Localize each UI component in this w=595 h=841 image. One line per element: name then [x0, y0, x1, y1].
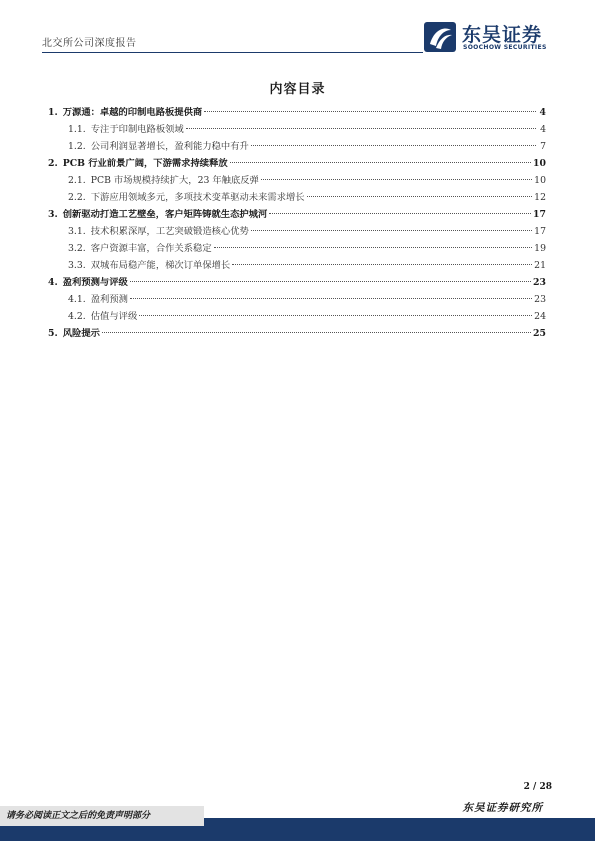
toc-entry-title: 公司利润显著增长，盈利能力稳中有升 [90, 141, 249, 152]
toc-entry-page: 19 [534, 243, 546, 254]
toc-entry[interactable] [48, 257, 546, 274]
toc-leader-dots [186, 128, 536, 129]
toc-entry-page: 25 [533, 328, 546, 339]
toc-entry-number: 2.2. [68, 192, 86, 203]
toc-entry-number: 1.1. [68, 124, 86, 135]
brand-logo [424, 18, 554, 58]
toc-leader-dots [139, 315, 532, 316]
toc-entry-page: 17 [534, 226, 546, 237]
toc-entry-page: 24 [534, 311, 546, 322]
toc-entry-title: 创新驱动打造工艺壁垒，客户矩阵铸就生态护城河 [62, 209, 268, 220]
toc-entry-title: 盈利预测 [90, 294, 128, 305]
toc-entry-number: 2. [48, 158, 58, 169]
toc-entry-number: 3.3. [68, 260, 86, 271]
toc-entry[interactable] [48, 121, 546, 138]
toc-entry-number: 1.2. [68, 141, 86, 152]
toc-entry-title: 估值与评级 [90, 311, 138, 322]
toc-entry[interactable] [48, 155, 546, 172]
footer-disclaimer: 请务必阅读正文之后的免责声明部分 [0, 806, 204, 826]
toc-entry-number: 2.1. [68, 175, 86, 186]
toc-entry[interactable] [48, 240, 546, 257]
toc-leader-dots [251, 145, 536, 146]
toc-leader-dots [204, 111, 536, 112]
logo-english-name: SOOCHOW SECURITIES [463, 44, 547, 51]
toc-entry-page: 10 [533, 158, 546, 169]
toc-entry[interactable] [48, 274, 546, 291]
toc-entry[interactable] [48, 308, 546, 325]
toc-entry-title: 盈利预测与评级 [62, 277, 128, 288]
report-type-label: 北交所公司深度报告 [42, 38, 137, 49]
toc-entry-title: 万源通：卓越的印制电路板提供商 [62, 107, 203, 118]
toc-leader-dots [232, 264, 532, 265]
toc-entry-page: 7 [540, 141, 546, 152]
toc-leader-dots [102, 332, 531, 333]
header-divider [42, 52, 423, 53]
soochow-logo-icon [424, 22, 456, 52]
toc-entry-number: 3. [48, 209, 58, 220]
toc-entry-title: 客户资源丰富，合作关系稳定 [90, 243, 212, 254]
toc-entry-title: 风险提示 [62, 328, 100, 339]
toc-entry-page: 4 [540, 124, 546, 135]
toc-entry[interactable] [48, 223, 546, 240]
toc-entry-title: 下游应用领域多元，多项技术变革驱动未来需求增长 [90, 192, 305, 203]
toc-entry-number: 4.2. [68, 311, 86, 322]
toc-entry-number: 1. [48, 107, 58, 118]
toc-entry-number: 3.1. [68, 226, 86, 237]
toc-entry[interactable] [48, 325, 546, 342]
toc-entry-page: 4 [539, 107, 546, 118]
logo-chinese-name: 东吴证券 [462, 24, 543, 46]
toc-leader-dots [307, 196, 533, 197]
toc-leader-dots [130, 298, 532, 299]
toc-entry-page: 21 [534, 260, 546, 271]
toc-title: 内容目录 [269, 82, 326, 97]
page-number: 2 / 28 [523, 782, 552, 792]
toc-entry-number: 3.2. [68, 243, 86, 254]
table-of-contents [48, 104, 546, 342]
toc-entry-page: 23 [533, 277, 546, 288]
toc-entry-title: PCB 市场规模持续扩大，23 年触底反弹 [90, 175, 259, 186]
footer-organization: 东吴证券研究所 [462, 802, 543, 814]
toc-leader-dots [130, 281, 531, 282]
toc-entry[interactable] [48, 189, 546, 206]
toc-entry-title: 技术积累深厚，工艺突破锻造核心优势 [90, 226, 249, 237]
toc-entry-title: 专注于印制电路板领域 [90, 124, 184, 135]
toc-entry-title: 双城布局稳产能，梯次订单保增长 [90, 260, 231, 271]
toc-entry[interactable] [48, 104, 546, 121]
toc-entry-page: 17 [533, 209, 546, 220]
toc-entry-number: 4.1. [68, 294, 86, 305]
toc-entry[interactable] [48, 206, 546, 223]
toc-entry[interactable] [48, 291, 546, 308]
toc-leader-dots [230, 162, 531, 163]
toc-leader-dots [251, 230, 532, 231]
toc-entry-number: 4. [48, 277, 58, 288]
toc-entry-number: 5. [48, 328, 58, 339]
toc-entry[interactable] [48, 138, 546, 155]
toc-entry-page: 12 [534, 192, 546, 203]
toc-leader-dots [269, 213, 531, 214]
toc-leader-dots [214, 247, 533, 248]
toc-entry-page: 10 [534, 175, 546, 186]
toc-leader-dots [261, 179, 532, 180]
toc-entry-title: PCB 行业前景广阔，下游需求持续释放 [62, 158, 228, 169]
toc-entry[interactable] [48, 172, 546, 189]
toc-entry-page: 23 [534, 294, 546, 305]
